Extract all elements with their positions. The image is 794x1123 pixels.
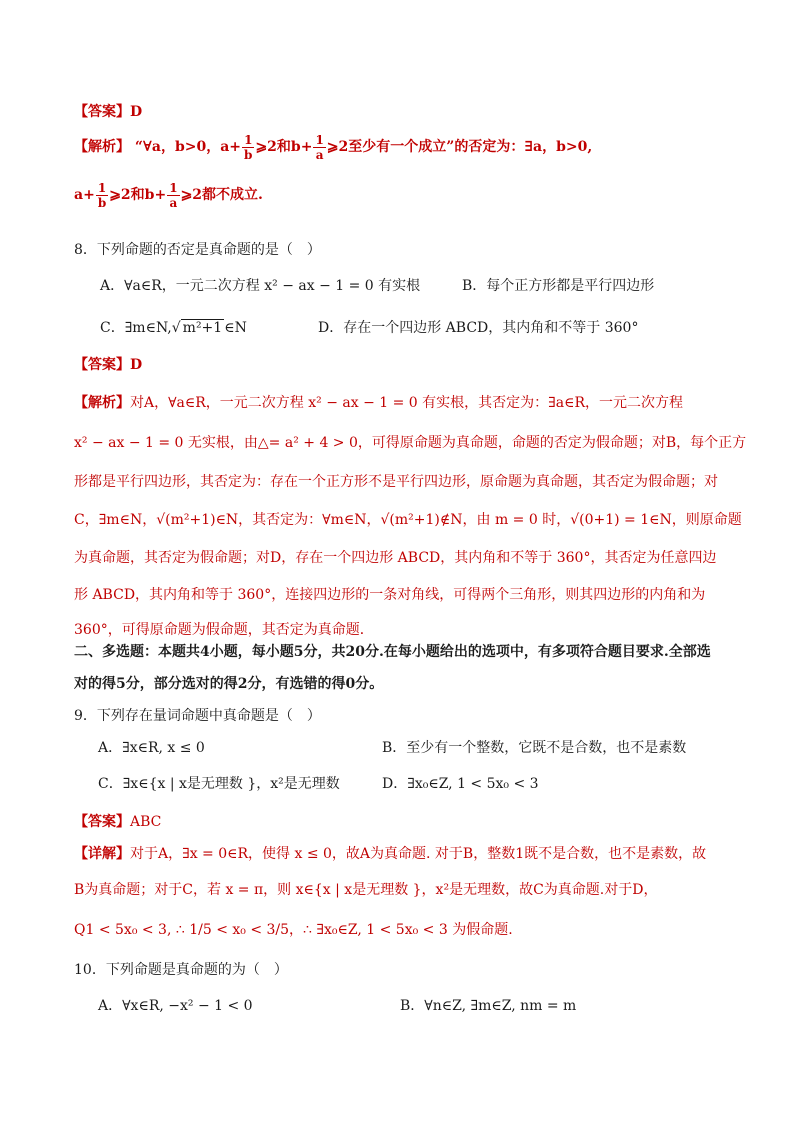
analysis-text: ⩾2和b+ — [109, 187, 167, 203]
analysis-text: ⩾2都不成立. — [180, 187, 263, 203]
q8-analysis-line-7: 360°，可得原命题为假命题，其否定为真命题． — [74, 622, 374, 638]
q10-stem: 10．下列命题是真命题的为（ ） — [74, 962, 288, 978]
analysis-label: 【解析】 — [74, 139, 130, 155]
q10-option-a: A．∀x∈R, −x² − 1 < 0 — [98, 998, 253, 1014]
q8-analysis-line-3: 形都是平行四边形，其否定为：存在一个正方形不是平行四边形，原命题为真命题，其否定为假命题；对 — [74, 474, 718, 490]
q8-stem: 8．下列命题的否定是真命题的是（ ） — [74, 242, 321, 258]
q9-option-b: B．至少有一个整数，它既不是合数，也不是素数 — [382, 740, 687, 756]
q9-option-d: D．∃x₀∈Z, 1 < 5x₀ < 3 — [382, 776, 539, 792]
q8-analysis-line-2: x² − ax − 1 = 0 无实根，由△= a² + 4 > 0，可得原命题为真命题，命题的否定为假命题；对B，每个正方 — [74, 435, 747, 451]
fraction: $\frac{1}{a}$ — [315, 132, 324, 162]
fraction: $\frac{1}{b}$ — [97, 180, 107, 210]
answer-value: D — [130, 104, 143, 120]
q9-option-c: C．∃x∈{x | x是无理数 }，x²是无理数 — [98, 776, 340, 792]
section-heading-line-2: 对的得5分，部分选对的得2分，有选错的得0分。 — [74, 676, 384, 692]
q8-analysis-line-4: C，∃m∈N，√(m²+1)∈N，其否定为：∀m∈N，√(m²+1)∉N，由 m = 0 时，√(0+1) = 1∈N，则原命题 — [74, 512, 742, 528]
answer-label: 【答案】 — [74, 104, 130, 120]
q8-option-a: A．∀a∈R，一元二次方程 x² − ax − 1 = 0 有实根 — [100, 278, 421, 294]
q7-analysis-line-1 — [74, 132, 734, 162]
analysis-text: a+ — [74, 187, 95, 203]
q8-option-d: D．存在一个四边形 ABCD，其内角和不等于 360° — [318, 320, 639, 336]
q9-detail-line-2: B为真命题；对于C，若 x = π，则 x∈{x | x是无理数 }，x²是无理数，故C为真命题.对于D， — [74, 882, 658, 898]
q7-answer-line — [74, 102, 734, 122]
q8-analysis-line-1: 【解析】对A，∀a∈R，一元二次方程 x² − ax − 1 = 0 有实根，其否定为：∃a∈R，一元二次方程 — [74, 395, 684, 411]
q8-analysis-line-6: 形 ABCD，其内角和等于 360°，连接四边形的一条对角线，可得两个三角形，则其四边形的内角和为 — [74, 587, 706, 603]
q9-answer-line: 【答案】ABC — [74, 814, 162, 830]
q8-option-b: B．每个正方形都是平行四边形 — [462, 278, 655, 294]
q8-answer-line: 【答案】D — [74, 357, 143, 373]
analysis-text: ⩾2和b+ — [255, 139, 313, 155]
q9-option-a: A．∃x∈R, x ≤ 0 — [98, 740, 205, 756]
q9-detail-line-3: Q1 < 5x₀ < 3, ∴ 1/5 < x₀ < 3/5，∴ ∃x₀∈Z, 1 < 5x₀ < 3 为假命题. — [74, 922, 513, 938]
analysis-text: “∀a，b>0，a+ — [134, 139, 242, 155]
q10-option-b: B．∀n∈Z, ∃m∈Z, nm = m — [400, 998, 577, 1014]
section-heading-line-1: 二、多选题：本题共4小题，每小题5分，共20分.在每小题给出的选项中，有多项符合题目要求.全部选 — [74, 644, 711, 660]
q9-stem: 9．下列存在量词命题中真命题是（ ） — [74, 708, 321, 724]
analysis-text: ⩾2至少有一个成立”的否定为：∃a，b>0, — [326, 139, 593, 155]
q8-analysis-line-5: 为真命题，其否定为假命题；对D，存在一个四边形 ABCD，其内角和不等于 360°，其否定为任意四边 — [74, 550, 717, 566]
q7-analysis-line-2 — [74, 180, 734, 210]
fraction: $\frac{1}{a}$ — [169, 180, 178, 210]
q9-detail-line-1: 【详解】对于A，∃x = 0∈R，使得 x ≤ 0，故A为真命题. 对于B，整数1既不是合数，也不是素数，故 — [74, 846, 707, 862]
fraction: $\frac{1}{b}$ — [244, 132, 253, 162]
q8-option-c: C．∃m∈N,√ m²+1 ∈N — [100, 320, 247, 336]
